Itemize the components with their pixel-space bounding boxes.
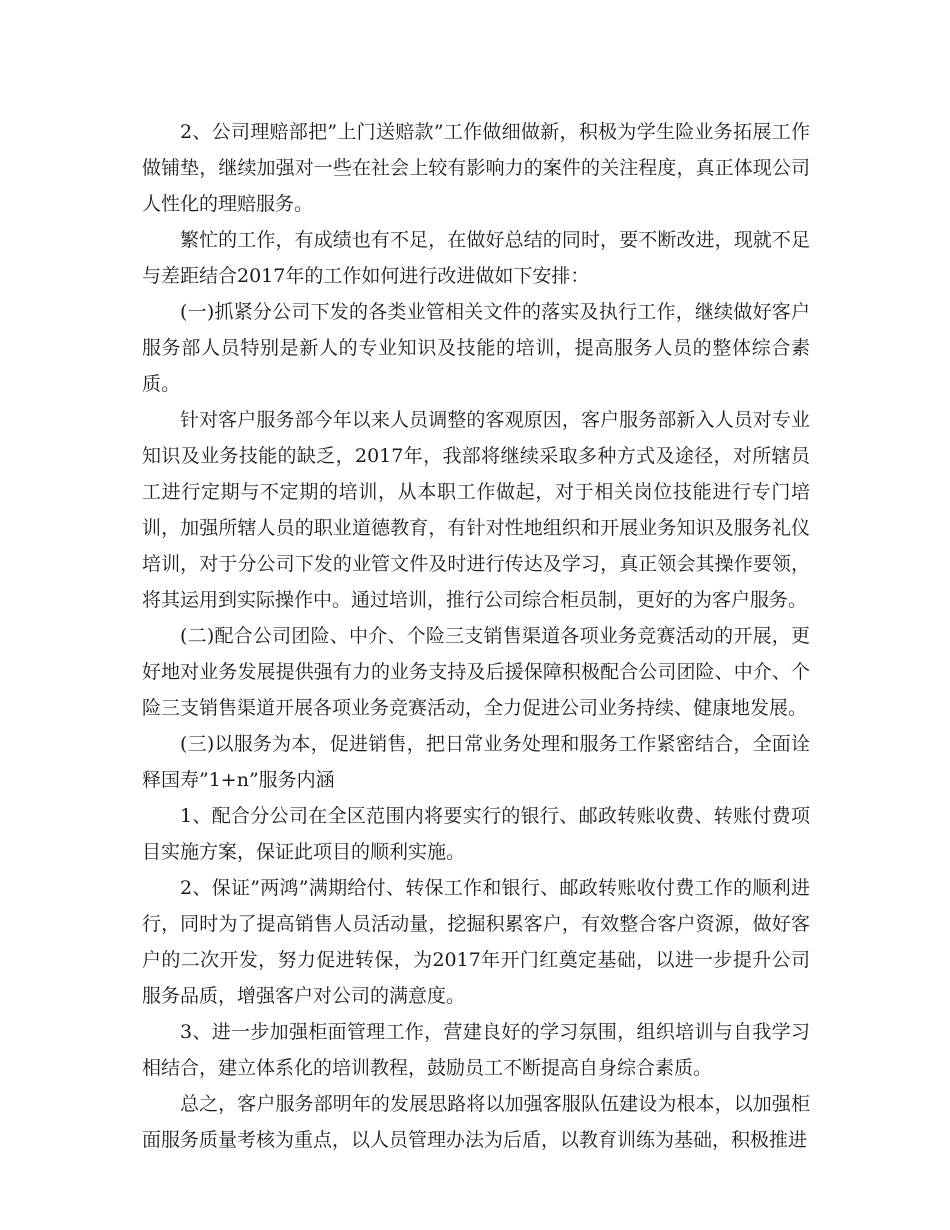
paragraph-6: (三)以服务为本，促进销售，把日常业务处理和服务工作紧密结合，全面诠释国寿”1+n”服务内涵	[142, 733, 810, 791]
paragraph-8: 2、保证”两鸿”满期给付、转保工作和银行、邮政转账收付费工作的顺利进行，同时为了提高销售人员活动量，挖掘积累客户，有效整合客户资源，做好客户的二次开发，努力促进转保，为2017年开门红奠定基础，以进一步提升公司服务品质，增强客户对公司的满意度。	[142, 877, 810, 1007]
paragraph-4: 针对客户服务部今年以来人员调整的客观原因，客户服务部新入人员对专业知识及业务技能的缺乏，2017年，我部将继续采取多种方式及途径，对所辖员工进行定期与不定期的培训，从本职工作做起，对于相关岗位技能进行专门培训，加强所辖人员的职业道德教育，有针对性地组织和开展业务知识及服务礼仪培训，对于分公司下发的业管文件及时进行传达及学习，真正领会其操作要领，将其运用到实际操作中。通过培训，推行公司综合柜员制，更好的为客户服务。	[142, 409, 810, 611]
paragraph-9: 3、进一步加强柜面管理工作，营建良好的学习氛围，组织培训与自我学习相结合，建立体系化的培训教程，鼓励员工不断提高自身综合素质。	[142, 1021, 810, 1079]
paragraph-7: 1、配合分公司在全区范围内将要实行的银行、邮政转账收费、转账付费项目实施方案，保证此项目的顺利实施。	[142, 805, 810, 863]
paragraph-5: (二)配合公司团险、中介、个险三支销售渠道各项业务竞赛活动的开展，更好地对业务发展提供强有力的业务支持及后援保障积极配合公司团险、中介、个险三支销售渠道开展各项业务竞赛活动，全力促进公司业务持续、健康地发展。	[142, 625, 810, 719]
paragraph-3: (一)抓紧分公司下发的各类业管相关文件的落实及执行工作，继续做好客户服务部人员特别是新人的专业知识及技能的培训，提高服务人员的整体综合素质。	[142, 301, 810, 395]
paragraph-2: 繁忙的工作，有成绩也有不足，在做好总结的同时，要不断改进，现就不足与差距结合2017年的工作如何进行改进做如下安排：	[142, 229, 810, 287]
paragraph-10: 总之，客户服务部明年的发展思路将以加强客服队伍建设为根本，以加强柜面服务质量考核为重点，以人员管理办法为后盾，以教育训练为基础，积极推进	[142, 1093, 810, 1151]
paragraph-1: 2、公司理赔部把”上门送赔款”工作做细做新，积极为学生险业务拓展工作做铺垫，继续加强对一些在社会上较有影响力的案件的关注程度，真正体现公司人性化的理赔服务。	[142, 121, 810, 215]
